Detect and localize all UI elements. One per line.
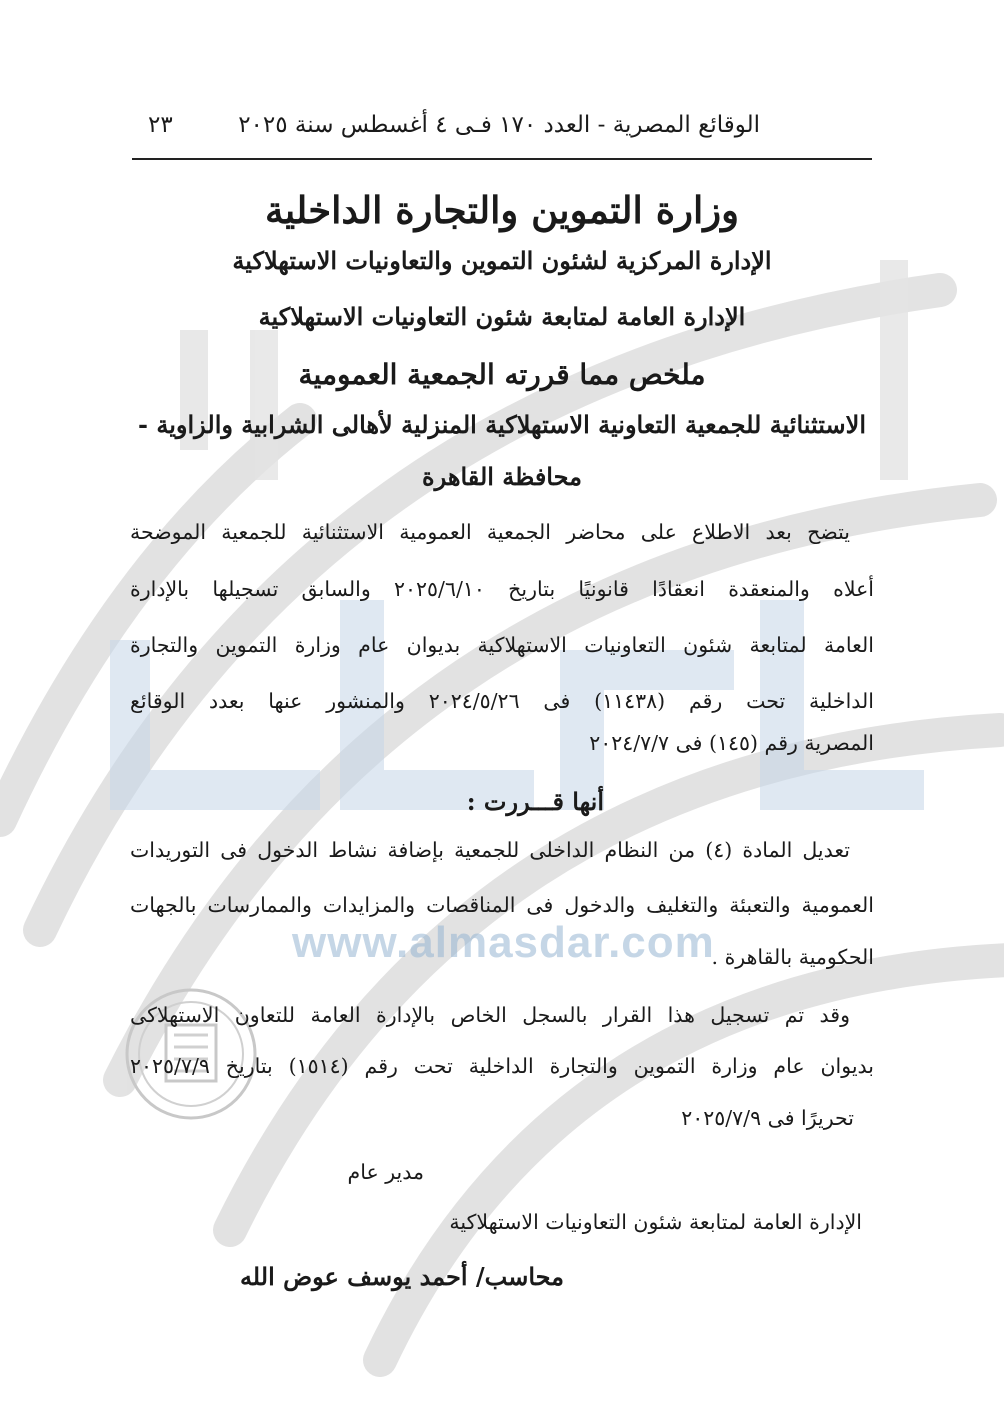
page-number: ٢٣ <box>148 112 173 138</box>
issue-date: تحريرًا فى ٢٠٢٥/٧/٩ <box>681 1106 854 1130</box>
registration-line-2: بديوان عام وزارة التموين والتجارة الداخلية تحت رقم (١٥١٤) بتاريخ ٢٠٢٥/٧/٩ <box>130 1054 874 1078</box>
decided-heading: أنها قـــررت : <box>466 787 604 816</box>
summary-title: ملخص مما قررته الجمعية العمومية <box>298 358 706 391</box>
watermark-url: www.almasdar.com <box>292 918 715 967</box>
general-department: الإدارة العامة لمتابعة شئون التعاونيات الاستهلاكية <box>258 302 746 331</box>
central-department: الإدارة المركزية لشئون التموين والتعاونيات الاستهلاكية <box>232 246 772 275</box>
ministry-title: وزارة التموين والتجارة الداخلية <box>265 188 739 232</box>
amendment-line-1: تعديل المادة (٤) من النظام الداخلى للجمعية بإضافة نشاط الدخول فى التوريدات <box>130 838 850 862</box>
intro-line-1: يتضح بعد الاطلاع على محاضر الجمعية العمومية الاستثنائية للجمعية الموضحة <box>130 520 850 544</box>
gazette-header <box>132 112 872 160</box>
intro-line-4: الداخلية تحت رقم (١١٤٣٨) فى ٢٠٢٤/٥/٢٦ والمنشور عنها بعدد الوقائع <box>130 689 875 713</box>
amendment-line-2: العمومية والتعبئة والتغليف والدخول فى المناقصات والمزايدات والممارسات بالجهات <box>130 893 874 917</box>
amendment-line-3: الحكومية بالقاهرة . <box>711 945 874 969</box>
intro-line-2: أعلاه والمنعقدة انعقادًا قانونيًا بتاريخ ٢٠٢٥/٦/١٠ والسابق تسجيلها بالإدارة <box>130 577 875 601</box>
assembly-line: الاستثنائية للجمعية التعاونية الاستهلاكية المنزلية لأهالى الشرابية والزاوية - <box>138 410 866 439</box>
governorate-line: محافظة القاهرة <box>422 462 582 491</box>
gazette-issue-title: الوقائع المصرية - العدد ١٧٠ فـى ٤ أغسطس سنة ٢٠٢٥ <box>238 112 760 138</box>
intro-line-3: العامة لمتابعة شئون التعاونيات الاستهلاكية بديوان عام وزارة التموين والتجارة <box>130 633 874 657</box>
registration-line-1: وقد تم تسجيل هذا القرار بالسجل الخاص بالإدارة العامة للتعاون الاستهلاكى <box>130 1003 850 1027</box>
signatory-name: محاسب/ أحمد يوسف عوض الله <box>239 1262 564 1291</box>
signatory-department: الإدارة العامة لمتابعة شئون التعاونيات الاستهلاكية <box>449 1210 862 1234</box>
signatory-title: مدير عام <box>347 1160 424 1184</box>
intro-line-5: المصرية رقم (١٤٥) فى ٢٠٢٤/٧/٧ <box>589 731 874 755</box>
